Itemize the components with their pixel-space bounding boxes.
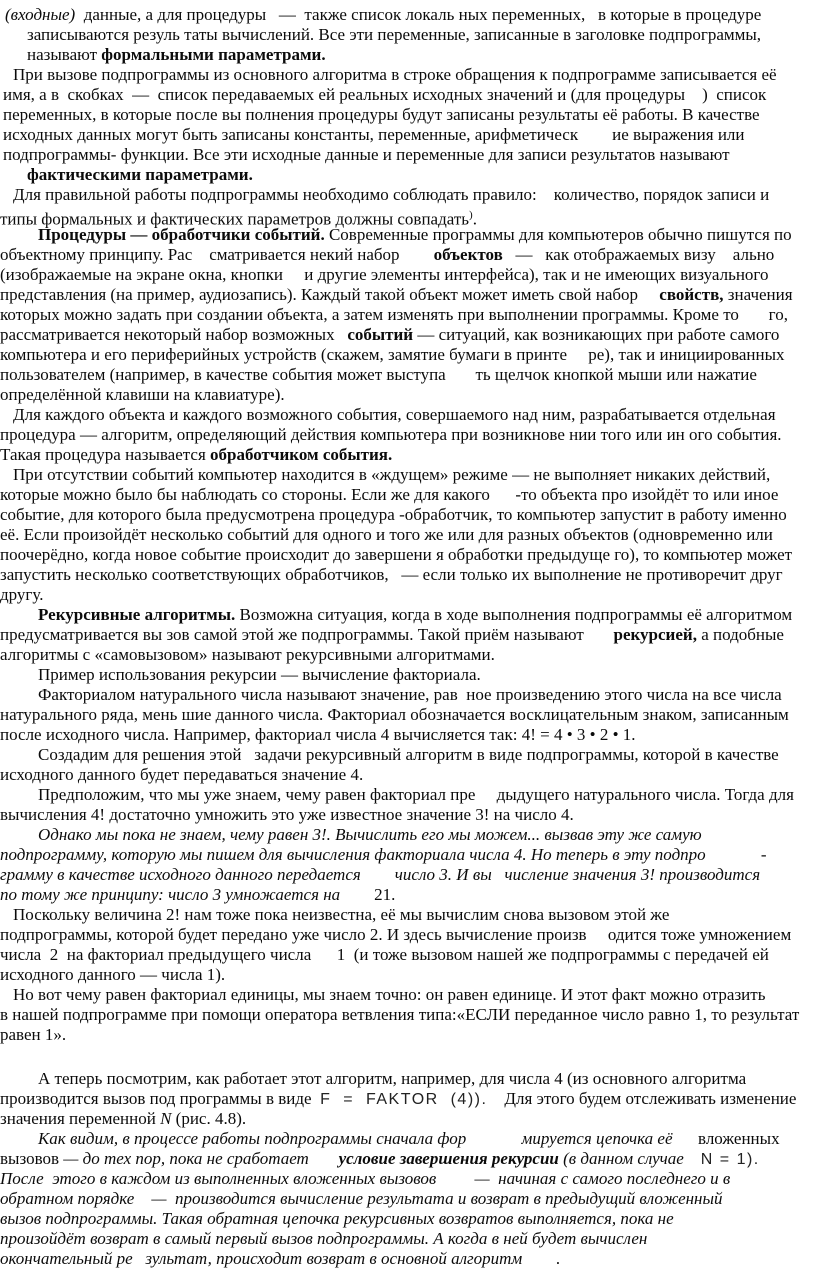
text-line	[0, 285, 816, 305]
text-run: При вызове подпрограммы из основного алгоритма в строке обращения к подпрограмме записывается её	[13, 65, 777, 84]
text-line	[0, 465, 816, 485]
text-line	[0, 125, 816, 145]
text-line	[0, 965, 816, 985]
text-run: значения	[723, 285, 793, 304]
text-line	[0, 365, 816, 385]
text-line	[0, 345, 816, 365]
text-line	[0, 1229, 816, 1249]
text-run: значения переменной	[0, 1109, 161, 1128]
text-run: Такая процедура называется	[0, 445, 211, 464]
text-run: процедура — алгоритм, определяющий действия компьютера при возникнове нии того или ин ого события.	[0, 425, 782, 444]
text-run: производится вызов под программы в виде	[0, 1089, 321, 1108]
text-line	[0, 145, 816, 165]
text-run: компьютера и его периферийных устройств (скажем, замятие бумаги в принте ре), так и инициированных	[0, 345, 785, 364]
text-run: числа 2 на факториал предыдущего числа 1 (и тоже вызовом нашей же подпрограммы с передачей ей	[0, 945, 769, 964]
text-run: Но вот чему равен факториал единицы, мы знаем точно: он равен единице. И этот факт можно отразить	[13, 985, 766, 1004]
text-run: — ситуаций, как возникающих при работе самого	[413, 325, 780, 344]
text-line	[0, 725, 816, 745]
text-line	[0, 785, 816, 805]
text-run: событие, для которого была предусмотрена процедура -обработчик, то компьютер запустит в работу именно	[0, 505, 787, 524]
text-line	[0, 65, 816, 85]
text-line	[0, 885, 816, 905]
text-line	[0, 525, 816, 545]
text-line	[0, 1069, 816, 1089]
text-line	[0, 505, 816, 525]
text-run: N = 1).	[700, 1151, 760, 1168]
text-line	[0, 625, 816, 645]
text-run: условие завершения рекурсии	[338, 1149, 559, 1168]
text-run: а подобные	[696, 625, 784, 644]
text-run: обратном порядке — производится вычисление результата и возврат в предыдущий вложенный	[0, 1189, 723, 1208]
text-run: поочерёдно, когда новое событие происходит до завершени я обработки предыдуще го), то компьютер может	[0, 545, 793, 564]
text-run: окончательный ре зультат, происходит возврат в основной алгоритм .	[0, 1249, 561, 1268]
text-line	[0, 905, 816, 925]
text-run: алгоритмы с «самовызовом» называют рекурсивными алгоритмами.	[0, 645, 495, 664]
text-line	[0, 985, 816, 1005]
text-run: Как видим, в процессе работы подпрограммы сначала фор	[38, 1129, 467, 1148]
text-run: вызовов	[0, 1149, 60, 1168]
text-run: рекурсией,	[613, 625, 697, 644]
text-run: которые можно было бы наблюдать со стороны. Если же для какого -то объекта про изойдёт то или иное	[0, 485, 779, 504]
text-run: F = FAKTOR (4)).	[320, 1091, 488, 1108]
text-line	[0, 745, 816, 765]
text-run: Для каждого объекта и каждого возможного события, совершаемого над ним, разрабатывается отдельная	[13, 405, 776, 424]
text-run: — как отображаемых визу ально	[502, 245, 775, 264]
text-run: рассматривается некоторый набор возможных	[0, 325, 348, 344]
text-line	[0, 265, 816, 285]
text-run: (изображаемые на экране окна, кнопки и другие элементы интерфейса), так и не имеющих визуального	[0, 265, 769, 284]
text-run: — до тех пор, пока не сработает	[59, 1149, 339, 1168]
text-line	[0, 1005, 816, 1025]
text-run: переменных, в которые после вы полнения процедуры будут записаны результаты её работы. В качестве	[3, 105, 760, 124]
text-run: называют	[27, 45, 102, 64]
text-run: событий	[347, 325, 414, 344]
text-run: Факториалом натурального числа называют значение, рав ное произведению этого числа на все числа	[38, 685, 782, 704]
text-run: свойств,	[659, 285, 724, 304]
text-run: по тому же принципу: число 3 умножается на	[0, 885, 375, 904]
text-run: -	[705, 845, 767, 864]
text-run: объектному принципу. Рас сматривается некий набор	[0, 245, 434, 264]
text-run: произойдёт возврат в самый первый вызов подпрограммы. А когда в ней будет вычислен	[0, 1229, 648, 1248]
text-run: вызов подпрограммы. Такая обратная цепочка рекурсивных возвратов выполняется, пока не	[0, 1209, 674, 1228]
text-line	[0, 485, 816, 505]
text-run: При отсутствии событий компьютер находится в «ждущем» режиме — не выполняет никаких действий,	[13, 465, 771, 484]
text-line	[0, 85, 816, 105]
text-run: определённой клавиши на клавиатуре).	[0, 385, 285, 404]
text-line	[0, 1149, 816, 1169]
text-run: предусматривается вы зов самой этой же подпрограммы. Такой приём называют	[0, 625, 614, 644]
text-line	[0, 1129, 816, 1149]
text-line	[0, 1025, 816, 1045]
text-run: .	[472, 209, 477, 229]
text-run: фактическими параметрами.	[27, 165, 253, 184]
text-run: (в данном случае	[558, 1149, 701, 1168]
text-run: вложенных	[698, 1129, 780, 1148]
text-run: данные, а для процедуры — также список локаль ных переменных, в которые в процедуре	[79, 5, 762, 24]
footnote-marker: )	[469, 209, 473, 221]
text-run: исходного данного будет передаваться значение 4.	[0, 765, 364, 784]
text-line	[0, 925, 816, 945]
text-line	[0, 205, 816, 229]
text-line	[0, 185, 816, 205]
text-run: исходных данных могут быть записаны константы, переменные, арифметическ ие выражения или	[3, 125, 745, 144]
text-run: которых можно задать при создании объекта, а затем изменять при выполнении программы. Кроме то го,	[0, 305, 788, 324]
text-run: представления (на пример, аудиозапись). Каждый такой объект может иметь свой набор	[0, 285, 660, 304]
text-run: исходного данного — числа 1).	[0, 965, 226, 984]
text-run: Процедуры — обработчики событий.	[38, 225, 325, 244]
text-line	[0, 805, 816, 825]
text-line	[0, 385, 816, 405]
text-line	[0, 645, 816, 665]
text-run: вычисления 4! достаточно умножить это уже известное значение 3! на число 4.	[0, 805, 574, 824]
text-run: пользователем (например, в качестве события может выступа ть щелчок кнопкой мыши или нажатие	[0, 365, 757, 384]
text-run: её. Если произойдёт несколько событий для одного и того же или для разных объектов (одновременно или	[0, 525, 773, 544]
text-run: в нашей подпрограмме при помощи оператора ветвления типа:«ЕСЛИ переданное число равно 1, то результат	[0, 1005, 800, 1024]
text-run: натурального ряда, мень шие данного числа. Факториал обозначается восклицательным знаком, записанным	[0, 705, 789, 724]
text-line	[0, 825, 816, 845]
text-run	[466, 1129, 521, 1148]
text-line	[0, 245, 816, 265]
text-run: мируется цепочка её	[521, 1129, 673, 1148]
text-run	[673, 1129, 699, 1148]
text-run: Для правильной работы подпрограммы необходимо соблюдать правило: количество, порядок записи и	[13, 185, 770, 204]
text-line	[0, 1089, 816, 1109]
text-run: имя, а в скобках — список передаваемых ей реальных исходных значений и (для процедуры ) список	[3, 85, 767, 104]
text-line	[0, 605, 816, 625]
text-line	[0, 325, 816, 345]
text-line	[0, 425, 816, 445]
text-line	[0, 1109, 816, 1129]
text-line	[0, 1189, 816, 1209]
text-line	[0, 305, 816, 325]
text-line	[0, 1209, 816, 1229]
text-line	[0, 665, 816, 685]
text-line	[0, 585, 816, 605]
text-run: формальными параметрами.	[101, 45, 326, 64]
text-line	[0, 545, 816, 565]
text-run: записываются резуль таты вычислений. Все эти переменные, записанные в заголовке подпрограммы,	[27, 25, 762, 44]
text-run: типы формальных и фактических параметров должны совпадать	[0, 209, 470, 229]
text-run: подпрограммы, которой будет передано уже число 2. И здесь вычисление произв одится тоже умножением	[0, 925, 792, 944]
text-run: После этого в каждом из выполненных вложенных вызовов — начиная с самого последнего и в	[0, 1169, 731, 1188]
text-run: Поскольку величина 2! нам тоже пока неизвестна, её мы вычислим снова вызовом этой же	[13, 905, 670, 924]
text-run: запустить несколько соответствующих обработчиков, — если только их выполнение не противоречит друг	[0, 565, 783, 584]
text-line	[0, 405, 816, 425]
text-line	[0, 45, 816, 65]
text-run: равен 1».	[0, 1025, 67, 1044]
text-run: обработчиком события.	[210, 445, 393, 464]
text-run: 21.	[374, 885, 396, 904]
text-line	[0, 1249, 816, 1269]
text-run: Возможна ситуация, когда в ходе выполнения подпрограммы её алгоритмом	[235, 605, 793, 624]
text-line	[0, 1169, 816, 1189]
text-line	[0, 845, 816, 865]
text-line	[0, 705, 816, 725]
text-line	[0, 5, 816, 25]
text-run: Предположим, что мы уже знаем, чему равен факториал пре дыдущего натурального числа. Тогда для	[38, 785, 794, 804]
text-run: Для этого будем отслеживать изменение	[487, 1089, 797, 1108]
text-run: (рис. 4.8).	[171, 1109, 247, 1128]
text-line	[0, 25, 816, 45]
text-run: Рекурсивные алгоритмы.	[38, 605, 236, 624]
text-run: N	[160, 1109, 172, 1128]
text-run: подпрограммы- функции. Все эти исходные данные и переменные для записи результатов называют	[3, 145, 730, 164]
text-line	[0, 765, 816, 785]
text-run: Создадим для решения этой задачи рекурсивный алгоритм в виде подпрограммы, которой в качестве	[38, 745, 779, 764]
text-line	[0, 685, 816, 705]
text-line	[0, 105, 816, 125]
text-run: (входные)	[5, 5, 80, 24]
text-line	[0, 945, 816, 965]
text-run: после исходного числа. Например, факториал числа 4 вычисляется так: 4! = 4 • 3 • 2 • 1.	[0, 725, 636, 744]
text-run: объектов	[433, 245, 503, 264]
text-run: Пример использования рекурсии — вычисление факториала.	[38, 665, 481, 684]
text-run: Однако мы пока не знаем, чему равен 3!. Вычислить его мы можем... вызвав эту же самую	[38, 825, 702, 844]
text-run: другу.	[0, 585, 44, 604]
text-line	[0, 225, 816, 245]
text-line	[0, 565, 816, 585]
text-line	[0, 865, 816, 885]
text-run: подпрограмму, которую мы пишем для вычисления факториала числа 4. Но теперь в эту подпро	[0, 845, 706, 864]
text-run: грамму в качестве исходного данного передается число 3. И вы числение значения 3! производится	[0, 865, 761, 884]
text-line	[0, 165, 816, 185]
text-run: А теперь посмотрим, как работает этот алгоритм, например, для числа 4 (из основного алгоритма	[38, 1069, 747, 1088]
text-run: Современные программы для компьютеров обычно пишутся по	[324, 225, 792, 244]
text-line	[0, 445, 816, 465]
